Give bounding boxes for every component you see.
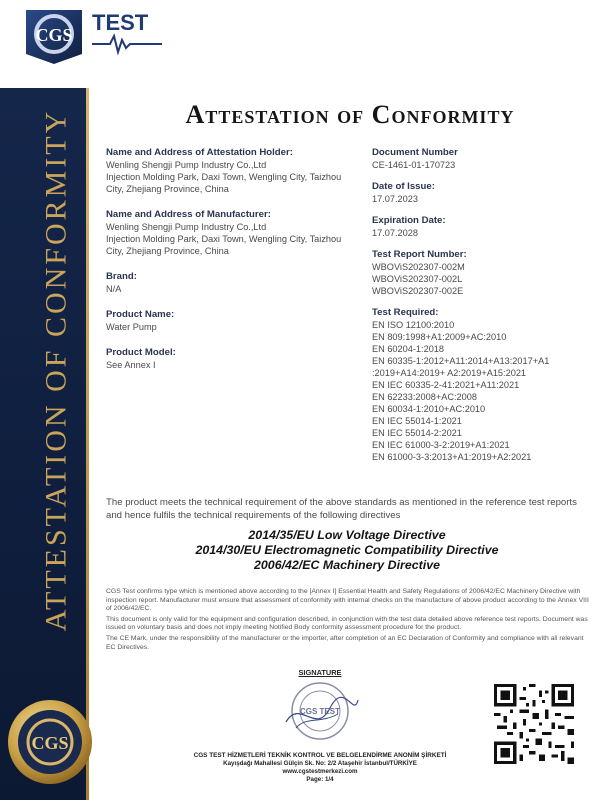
- holder-address-line-2: City, Zhejiang Province, China: [106, 184, 229, 194]
- fine-print-paragraph: The CE Mark, under the responsibility of the manufacturer or the importer, after completion of an EC Declaration of Conformity and compliance with all relevant EC Directives.: [106, 634, 584, 651]
- fine-print-paragraph: This document is only valid for the equipment and configuration described, in conjunction with the test data detailed above reference test reports. Document was issued on voluntary basis and does not imply meeting Notified Body conformity assessment procedure for the product.: [106, 615, 588, 632]
- test-report-number: WBOViS202307-002E: [372, 286, 464, 296]
- holder-block: [106, 147, 368, 195]
- fine-print-paragraph: CGS Test confirms type which is mentioned above according to the [Annex I] Essential Health and Safety Regulations of 2006/42/EC Machinery Directive with inspection report. Manufacturer must ensure that assessment of conformity with internal checks on the manufacture of above product according to the Annex VIII of 2006/42/EC.: [106, 588, 589, 613]
- expiration-date-label: Expiration Date:: [372, 215, 446, 226]
- footer-page-number: Page: 1/4: [306, 776, 334, 783]
- model-block: [106, 347, 368, 371]
- test-standard: EN 62233:2008+AC:2008: [372, 392, 477, 402]
- test-report-number: WBOViS202307-002L: [372, 274, 463, 284]
- gold-divider: [86, 88, 89, 800]
- right-column: [372, 147, 594, 473]
- test-standard: EN 61000-3-3:2013+A1:2019+A2:2021: [372, 452, 532, 462]
- expiration-date-block: [372, 215, 594, 239]
- test-standard: EN IEC 61000-3-2:2019+A1:2021: [372, 440, 510, 450]
- directive-item: 2006/42/EC Machinery Directive: [254, 558, 440, 572]
- page-title: Attestation of Conformity: [185, 100, 515, 129]
- svg-text:TEST: TEST: [92, 10, 149, 35]
- brand-block: [106, 271, 368, 295]
- document-number-block: [372, 147, 594, 171]
- test-standard: EN IEC 60335-2-41:2021+A11:2021: [372, 380, 520, 390]
- conformity-statement: The product meets the technical requirement of the above standards as mentioned in the reference test reports and hence fulfils the technical requirements of the following directives: [106, 497, 577, 521]
- document-number-label: Document Number: [372, 147, 458, 158]
- directive-item: 2014/35/EU Low Voltage Directive: [248, 528, 446, 542]
- cgs-test-logo: [22, 4, 182, 66]
- svg-text:CGS TEST: CGS TEST: [299, 707, 341, 716]
- holder-name: Wenling Shengji Pump Industry Co.,Ltd: [106, 160, 267, 170]
- issue-date-label: Date of Issue:: [372, 181, 435, 192]
- manufacturer-address-line-1: Injection Molding Park, Daxi Town, Wengling City, Taizhou: [106, 234, 342, 244]
- test-standard: EN 60335-1:2012+A11:2014+A13:2017+A1: [372, 356, 550, 366]
- test-standard: EN ISO 12100:2010: [372, 320, 455, 330]
- product-block: [106, 309, 368, 333]
- expiration-date-value: 17.07.2028: [372, 228, 418, 238]
- test-standard: EN IEC 55014-1:2021: [372, 416, 462, 426]
- svg-text:CGS: CGS: [35, 25, 73, 45]
- svg-text:CGS: CGS: [31, 733, 69, 753]
- document-number-value: CE-1461-01-170723: [372, 160, 456, 170]
- directives-list: [100, 528, 594, 573]
- brand-value: N/A: [106, 284, 122, 294]
- footer-website[interactable]: www.cgstestmerkezi.com: [282, 768, 358, 775]
- product-label: Product Name:: [106, 309, 175, 320]
- tests-required-block: [372, 307, 594, 463]
- model-value: See Annex I: [106, 360, 156, 370]
- tests-required-label: Test Required:: [372, 307, 439, 318]
- signature-label: SIGNATURE: [298, 668, 342, 677]
- manufacturer-address-line-2: City, Zhejiang Province, China: [106, 246, 229, 256]
- issue-date-block: [372, 181, 594, 205]
- fine-print: [106, 588, 594, 654]
- test-report-label: Test Report Number:: [372, 249, 467, 260]
- brand-label: Brand:: [106, 271, 137, 282]
- footer-address: Kayışdağı Mahallesi Gülçin Sk. No: 2/2 Ataşehir İstanbul/TÜRKİYE: [223, 760, 417, 767]
- manufacturer-block: [106, 209, 368, 257]
- product-value: Water Pump: [106, 322, 157, 332]
- left-column: [106, 147, 368, 381]
- footer: [100, 752, 540, 784]
- test-standard: EN 60204-1:2018: [372, 344, 445, 354]
- official-stamp-icon: [276, 678, 364, 744]
- issue-date-value: 17.07.2023: [372, 194, 418, 204]
- manufacturer-label: Name and Address of Manufacturer:: [106, 209, 271, 220]
- footer-company: CGS TEST HİZMETLERİ TEKNİK KONTROL VE BELGELENDİRME ANONİM ŞİRKETİ: [193, 752, 447, 759]
- test-standard: EN 809:1998+A1:2009+AC:2010: [372, 332, 507, 342]
- model-label: Product Model:: [106, 347, 176, 358]
- sidebar-title-text: ATTESTATION OF CONFORMITY: [39, 108, 72, 632]
- test-standard: EN 60034-1:2010+AC:2010: [372, 404, 486, 414]
- manufacturer-name: Wenling Shengji Pump Industry Co.,Ltd: [106, 222, 267, 232]
- holder-address-line-1: Injection Molding Park, Daxi Town, Wengling City, Taizhou: [106, 172, 342, 182]
- test-standard: EN IEC 55014-2:2021: [372, 428, 462, 438]
- test-report-number: WBOViS202307-002M: [372, 262, 465, 272]
- header: [0, 0, 600, 88]
- test-report-block: [372, 249, 594, 297]
- cgs-seal-icon: [6, 698, 94, 786]
- holder-label: Name and Address of Attestation Holder:: [106, 147, 293, 158]
- test-standard: :2019+A14:2019+ A2:2019+A15:2021: [372, 368, 527, 378]
- directive-item: 2014/30/EU Electromagnetic Compatibility Directive: [195, 543, 499, 557]
- sidebar-vertical-title: [36, 110, 76, 630]
